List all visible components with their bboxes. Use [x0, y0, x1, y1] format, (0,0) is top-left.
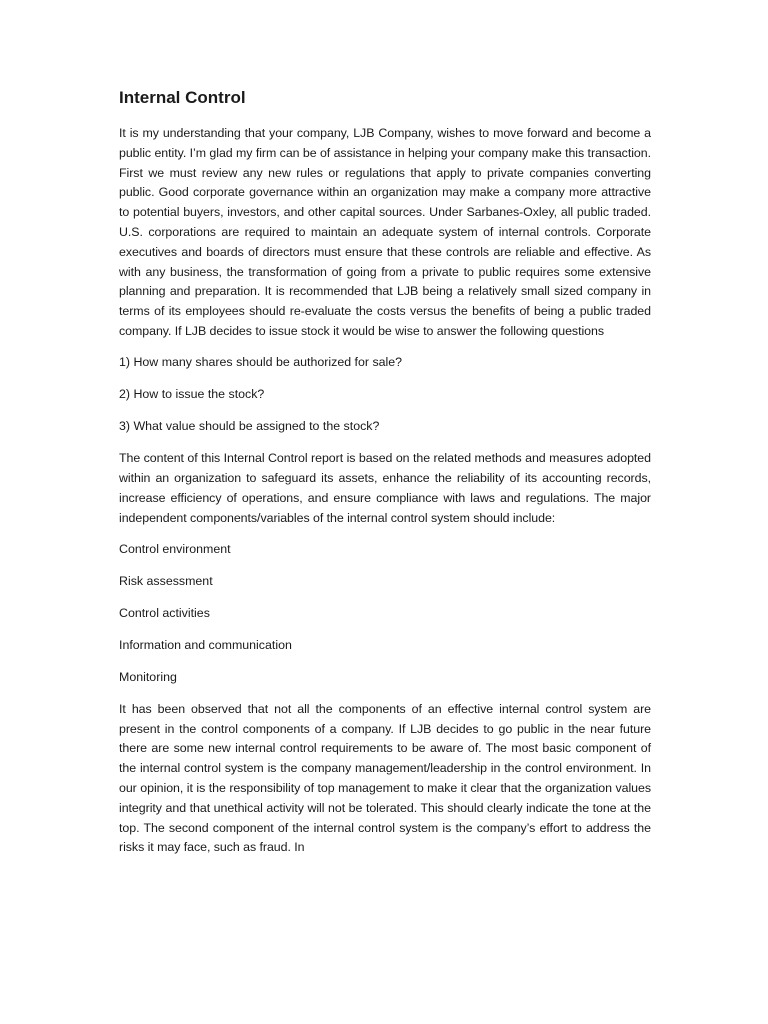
intro-paragraph: It is my understanding that your company, LJB Company, wishes to move forward and become a public entity. I’m glad my firm can be of assistance in helping your company make this transaction. First we must review any new rules or regulations that apply to private companies converting public. Good corporate governance within an organization may make a company more attractive to potential buyers, investors, and other capital sources. Under Sarbanes-Oxley, all public traded. U.S. corporations are required to maintain an adequate system of internal controls. Corporate executives and boards of directors must ensure that these controls are reliable and effective. As with any business, the transformation of going from a private to public requires some extensive planning and preparation. It is recommended that LJB being a relatively small sized company in terms of its employees should re-evaluate the costs versus the benefits of being a public traded company. If LJB decides to issue stock it would be wise to answer the following questions	[119, 126, 651, 338]
component-item: Control environment	[119, 541, 231, 556]
component-item: Control activities	[119, 605, 210, 620]
component-item: Information and communication	[119, 637, 292, 652]
component-item: Risk assessment	[119, 573, 213, 588]
question-item: 1) How many shares should be authorized for sale?	[119, 355, 403, 370]
question-item: 2) How to issue the stock?	[119, 387, 265, 402]
document-page	[119, 86, 651, 870]
component-item: Monitoring	[119, 669, 177, 684]
question-item: 3) What value should be assigned to the stock?	[119, 419, 380, 434]
page-title: Internal Control	[119, 88, 246, 107]
content-paragraph: The content of this Internal Control report is based on the related methods and measures adopted within an organization to safeguard its assets, enhance the reliability of its accounting records, increase efficiency of operations, and ensure compliance with laws and regulations. The major independent components/variables of the internal control system should include:	[119, 451, 651, 525]
observation-paragraph: It has been observed that not all the components of an effective internal control system are present in the control components of a company. If LJB decides to go public in the near future there are some new internal control requirements to be aware of. The most basic component of the internal control system is the company management/leadership in the control environment. In our opinion, it is the responsibility of top management to make it clear that the organization values integrity and that unethical activity will not be tolerated. This should clearly indicate the tone at the top. The second component of the internal control system is the company’s effort to address the risks it may face, such as fraud. In	[119, 701, 651, 855]
